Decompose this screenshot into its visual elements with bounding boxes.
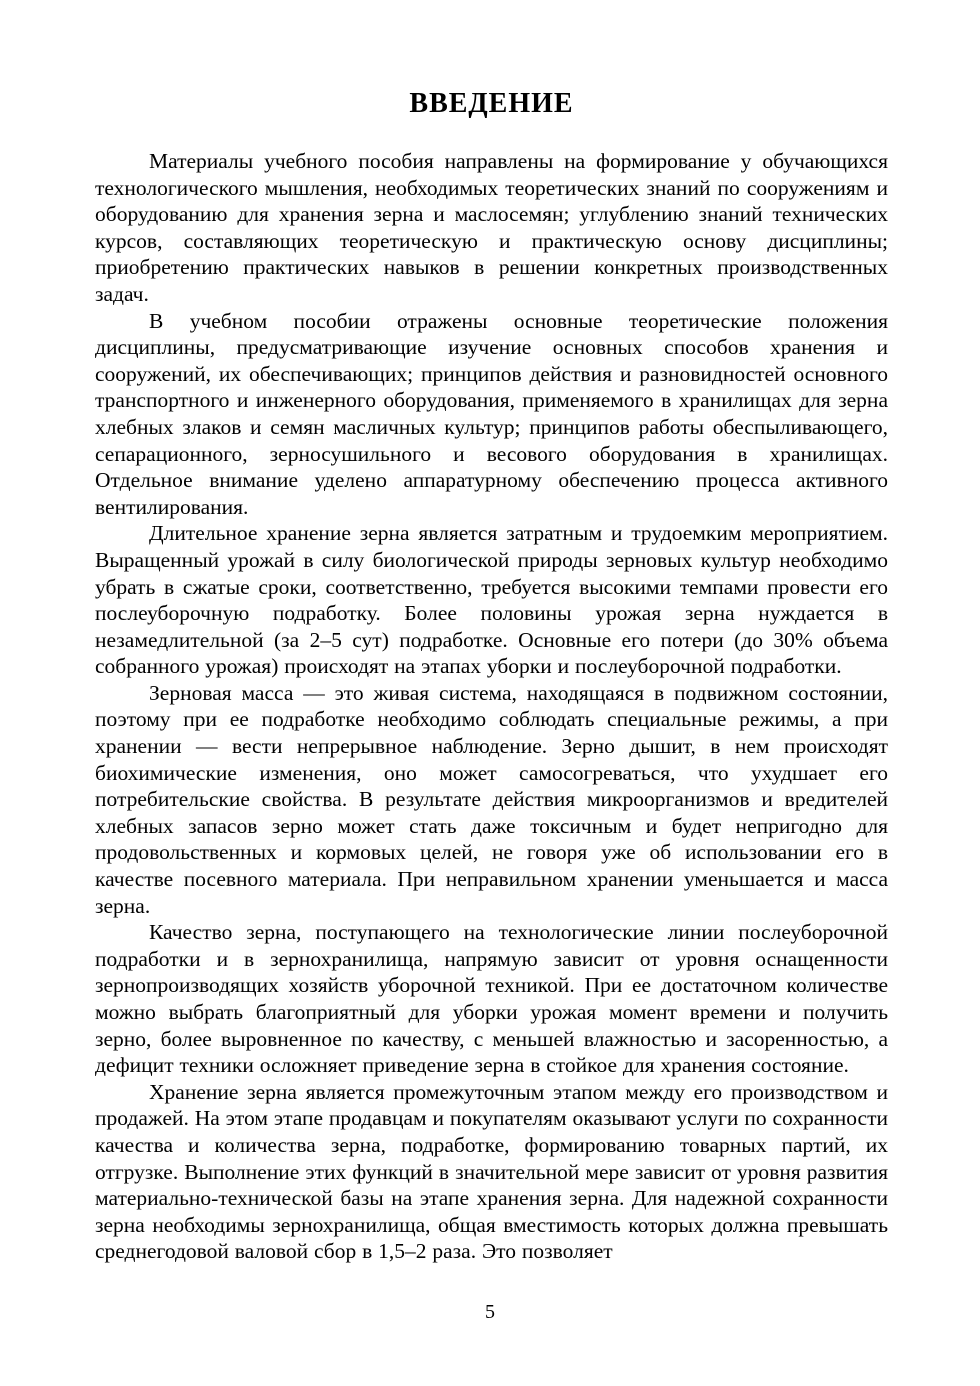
page-number: 5 [485,1301,495,1323]
page-title: ВВЕДЕНИЕ [409,88,574,119]
paragraph: Качество зерна, поступающего на технологические линии послеуборочной подработки и в зернохранилища, напрямую зависит от уровня оснащенности зернопроизводящих хозяйств уборочной техникой. При ее достаточном количестве можно выбрать благоприятный для уборки урожая момент времени и получить зерно, более выровненное по качеству, с меньшей влажностью и засоренностью, а дефицит техники осложняет приведение зерна в стойкое для хранения состояние. [95,920,888,1078]
paragraph: Длительное хранение зерна является затратным и трудоемким мероприятием. Выращенный урожай в силу биологической природы зерновых культур необходимо убрать в сжатые сроки, соответственно, требуется высокими темпами провести его послеуборочную подработку. Более половины урожая зерна нуждается в незамедлительной (за 2–5 сут) подработке. Основные его потери (до 30% объема собранного урожая) происходят на этапах уборки и послеуборочной подработки. [95,521,888,679]
paragraph: Зерновая масса — это живая система, находящаяся в подвижном состоянии, поэтому при ее подработке необходимо соблюдать специальные режимы, а при хранении — вести непрерывное наблюдение. Зерно дышит, в нем происходят биохимические изменения, оно может самосогреваться, что ухудшает его потребительские свойства. В результате действия микроорганизмов и вредителей хлебных запасов зерно может стать даже токсичным и будет непригодно для продовольственных и кормовых целей, не говоря уже об использовании его в качестве посевного материала. При неправильном хранении уменьшается и масса зерна. [95,680,888,918]
paragraph: Хранение зерна является промежуточным этапом между его производством и продажей. На этом этапе продавцам и покупателям оказывают услуги по сохранности качества и количества зерна, подработке, формированию товарных партий, их отгрузке. Выполнение этих функций в значительной мере зависит от уровня развития материально-технической базы на этапе хранения зерна. Для надежной сохранности зерна необходимы зернохранилища, общая вместимость которых должна превышать среднегодовой валовой сбор в 1,5–2 раза. Это позволяет [95,1079,888,1264]
paragraph: Материалы учебного пособия направлены на формирование у обучающихся технологического мышления, необходимых теоретических знаний по сооружениям и оборудованию для хранения зерна и маслосемян; углублению знаний технических курсов, составляющих теоретическую и практическую основу дисциплины; приобретению практических навыков в решении конкретных производственных задач. [95,149,888,306]
body-text [95,148,888,1265]
paragraph: В учебном пособии отражены основные теоретические положения дисциплины, предусматривающие изучение основных способов хранения и сооружений, их обеспечивающих; принципов действия и разновидностей основного транспортного и инженерного оборудования, применяемого в хранилищах для зерна хлебных злаков и семян масличных культур; принципов работы обеспыливающего, сепарационного, зерносушильного и весового оборудования в хранилищах. Отдельное внимание уделено аппаратурному обеспечению процесса активного вентилирования. [95,308,888,519]
